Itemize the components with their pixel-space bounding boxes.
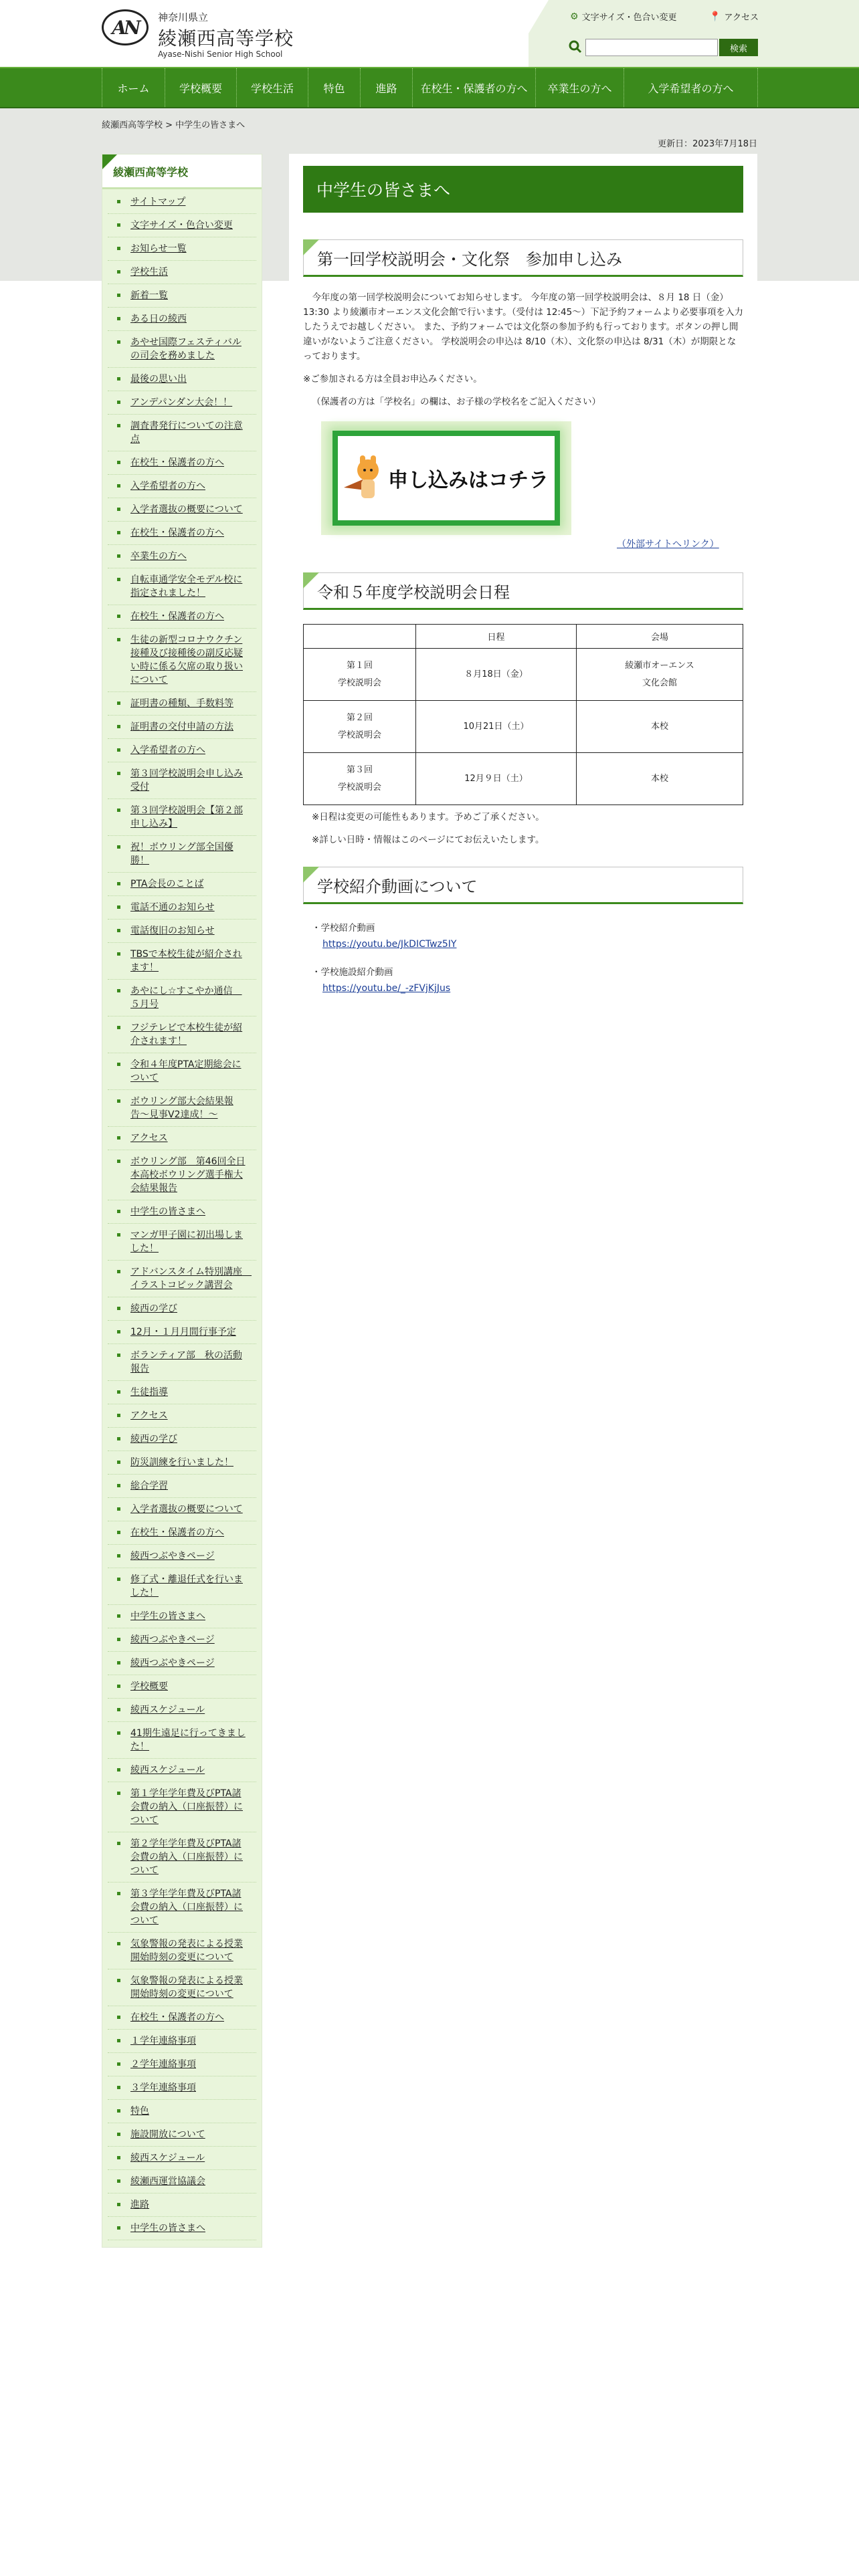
sidebar-item-label: ボランティア部 秋の活動報告 [130,1350,242,1374]
sidebar-item[interactable] [108,522,256,545]
sidebar-item[interactable] [108,1016,256,1053]
sidebar-item[interactable] [108,261,256,284]
sidebar-item-label: 新着一覧 [130,290,168,301]
gear-icon: ⚙ [570,11,579,22]
header-decoration-slash [508,0,549,67]
sidebar-item[interactable] [108,1722,256,1759]
sidebar-item[interactable] [108,1699,256,1722]
sidebar-item[interactable] [108,762,256,799]
sidebar-item-label: 学校概要 [130,1681,168,1692]
sidebar-item-label: あやにし☆すこやか通信 ５月号 [130,986,242,1010]
access-label: アクセス [724,13,759,23]
sidebar-item[interactable] [108,1451,256,1475]
sidebar-item[interactable] [108,475,256,498]
sidebar-item[interactable] [108,1498,256,1521]
schedule-note-1: ※日程は変更の可能性もあります。予めご了承ください。 [312,812,545,823]
sidebar-item[interactable] [108,214,256,237]
sidebar-item-label: １学年連絡事項 [130,2036,196,2046]
sidebar-item-label: 綾西スケジュール [130,1705,205,1715]
school-logo[interactable] [102,9,149,45]
sidebar-item[interactable] [108,2147,256,2170]
sidebar-item[interactable] [108,2053,256,2076]
sidebar-item[interactable] [108,1782,256,1832]
sidebar-item[interactable] [108,1150,256,1200]
sidebar-item[interactable] [108,498,256,522]
sidebar-item[interactable] [108,2123,256,2147]
sidebar-item[interactable] [108,2100,256,2123]
sidebar-item-label: 綾西つぶやきページ [130,1658,215,1669]
sidebar-item-label: 第３回学校説明会申し込み受付 [130,768,243,792]
sidebar-item[interactable] [108,629,256,692]
sidebar-item[interactable] [108,1404,256,1428]
briefing-body: 今年度の第一回学校説明会についてお知らせします。 今年度の第一回学校説明会は、８月 18 日（金）13:30 より綾瀬市オーエンス文化会館で行います。（受付は 12:45〜）下記予約フォームより必要事項を入力したうえでお越しください。 また、予約フォームでは文化祭の参加予約も行っております。ボタンの押し間違いがないようご注意ください。 学校説明会の申込は 8/10（木）、文化祭の申込は 8/31（木）が期限となっております。 [303,292,743,362]
table-row [304,753,743,805]
sidebar-item[interactable] [108,1475,256,1498]
sidebar-item[interactable] [108,1675,256,1699]
sidebar-item-label: 入学希望者の方へ [130,745,205,756]
event-venue-cell: 綾瀬市オーエンス 文化会館 [577,649,743,701]
sidebar-item[interactable] [108,191,256,214]
sidebar-item-label: 入学者選抜の概要について [130,504,243,515]
sidebar-title[interactable] [102,154,262,189]
sidebar-item[interactable] [108,1261,256,1297]
apply-banner[interactable] [321,421,571,535]
sidebar-item[interactable] [108,391,256,415]
sidebar-item-label: 綾西つぶやきページ [130,1634,215,1645]
sidebar-list [102,189,262,2247]
sidebar-item-label: 在校生・保護者の方へ [130,528,224,538]
sidebar-item[interactable] [108,2076,256,2100]
sidebar-item[interactable] [108,1759,256,1782]
sidebar-item[interactable] [108,1321,256,1344]
sidebar-item-label: アンデパンダン大会！！ [130,397,233,408]
sidebar-item-label: 祝！ボウリング部全国優勝！ [130,842,233,866]
search-icon [569,40,582,53]
sidebar-item[interactable] [108,2030,256,2053]
sidebar-item[interactable] [108,1127,256,1150]
logo-mark: AN [112,16,138,39]
schedule-note-2: ※詳しい日時・情報はこのページにてお伝えいたします。 [312,835,545,845]
sidebar-item-label: 気象警報の発表による授業開始時刻の変更について [130,1939,243,1963]
event-date-cell: 10月21日（土） [416,701,577,753]
sidebar-item-label: 入学者選抜の概要について [130,1504,243,1515]
sidebar-item-label: 施設開放について [130,2129,205,2140]
sidebar-item[interactable] [108,1344,256,1381]
event-name-cell: 第３回 学校説明会 [304,753,416,805]
sidebar-item-label: 在校生・保護者の方へ [130,2012,224,2023]
sidebar [102,154,262,2248]
sidebar-item[interactable] [108,368,256,391]
nav-item-school-life[interactable]: 学校生活 [237,68,308,107]
mascot-pencil-icon [344,453,384,504]
sidebar-item-label: 41期生遠足に行ってきました！ [130,1728,246,1752]
sidebar-item[interactable] [108,2170,256,2193]
sidebar-item-label: 証明書の種類、手数料等 [130,698,233,709]
sidebar-item[interactable] [108,1568,256,1605]
sidebar-item-label: ボウリング部大会結果報告〜見事V2達成！〜 [130,1096,233,1120]
sidebar-item[interactable] [108,1832,256,1883]
sidebar-item-label: 中学生の皆さまへ [130,2223,205,2234]
sidebar-item-label: アクセス [130,1133,168,1144]
event-name-cell: 第２回 学校説明会 [304,701,416,753]
sidebar-item-label: 生徒指導 [130,1387,168,1398]
school-prefecture: 神奈川県立 [158,11,209,23]
sidebar-item[interactable] [108,1053,256,1090]
sidebar-item-label: 卒業生の方へ [130,551,187,562]
sidebar-item-label: 調査書発行についての注意点 [130,421,243,445]
section-heading-briefing: 第一回学校説明会・文化祭 参加申し込み [303,239,743,277]
updated-date: 更新日：2023年7月18日 [658,139,757,149]
nav-item-overview[interactable]: 学校概要 [165,68,237,107]
video-link-facilities[interactable]: https://youtu.be/_-zFVjKjJus [322,983,451,994]
sidebar-item-label: 気象警報の発表による授業開始時刻の変更について [130,1975,243,2000]
sidebar-item[interactable] [108,451,256,475]
event-date-cell: ８月18日（金） [416,649,577,701]
map-pin-icon: 📍 [709,11,721,22]
sidebar-item-label: 自転車通学安全モデル校に指定されました！ [130,574,243,599]
sidebar-item-label: 中学生の皆さまへ [130,1611,205,1622]
sidebar-item-label: 文字サイズ・色合い変更 [130,220,233,231]
nav-item-career[interactable]: 進路 [361,68,413,107]
sidebar-item[interactable] [108,1605,256,1628]
access-link[interactable] [709,10,759,23]
sidebar-item[interactable] [108,1381,256,1404]
school-name[interactable]: 綾瀬西高等学校 [158,27,294,49]
sidebar-item[interactable] [108,545,256,568]
sidebar-item[interactable] [108,2217,256,2240]
video-label-school: ・学校紹介動画 [312,923,375,934]
apply-banner-text: 申し込みはコチラ [388,469,549,492]
event-date-cell: 12月９日（土） [416,753,577,805]
sidebar-item-label: 第３学年学年費及びPTA諸会費の納入（口座振替）について [130,1889,243,1926]
school-name-en: Ayase-Nishi Senior High School [158,49,283,59]
event-venue-cell: 本校 [577,753,743,805]
sidebar-item-label: アドバンスタイム特別講座 イラストコピック講習会 [130,1267,252,1291]
sidebar-item[interactable] [108,896,256,920]
sidebar-item[interactable] [108,920,256,943]
sidebar-item[interactable] [108,980,256,1016]
sidebar-item-label: 12月・１月月間行事予定 [130,1327,236,1337]
text-size-label: 文字サイズ・色合い変更 [581,13,677,23]
briefing-note-2: （保護者の方は「学校名」の欄は、お子様の学校名をご記入ください） [312,397,601,407]
sidebar-item-label: 最後の思い出 [130,374,187,385]
sidebar-item[interactable] [108,2193,256,2217]
global-nav [0,67,859,108]
sidebar-item[interactable] [108,1224,256,1261]
sidebar-item-label: 証明書の交付申請の方法 [130,722,233,732]
sidebar-item[interactable] [108,1521,256,1545]
sidebar-item[interactable] [108,799,256,836]
table-header-cell: 会場 [577,625,743,649]
sidebar-item-label: 電話復旧のお知らせ [130,926,215,936]
sidebar-item[interactable] [108,237,256,261]
table-header-cell: 日程 [416,625,577,649]
sidebar-item-label: ある日の綾西 [130,314,187,324]
sidebar-item[interactable] [108,1933,256,1969]
section-heading-video: 学校紹介動画について [303,867,743,904]
external-site-link[interactable]: （外部サイトへリンク） [617,539,719,550]
sidebar-item-label: 令和４年度PTA定期総会について [130,1059,242,1083]
sidebar-item-label: アクセス [130,1410,168,1421]
sidebar-item[interactable] [108,2006,256,2030]
sidebar-item-label: 第３回学校説明会【第２部申し込み】 [130,805,243,829]
sidebar-item-label: 在校生・保護者の方へ [130,611,224,622]
sidebar-item[interactable] [108,1652,256,1675]
sidebar-item[interactable] [108,415,256,451]
table-header-row [304,625,743,649]
nav-item-applicants[interactable]: 入学希望者の方へ [624,68,758,107]
table-row [304,701,743,753]
search-button[interactable]: 検索 [719,39,758,56]
sidebar-item[interactable] [108,284,256,308]
sidebar-item[interactable] [108,1545,256,1568]
sidebar-item-label: 総合学習 [130,1481,168,1491]
sidebar-item[interactable] [108,1090,256,1127]
sidebar-item-label: 綾瀬西運営協議会 [130,2176,205,2187]
sidebar-item-label: 学校生活 [130,267,168,278]
sidebar-item[interactable] [108,716,256,739]
sidebar-item[interactable] [108,943,256,980]
sidebar-item-label: 在校生・保護者の方へ [130,1527,224,1538]
search-input[interactable] [585,39,718,56]
page-title: 中学生の皆さまへ [303,166,743,213]
sidebar-item-label: 特色 [130,2106,149,2117]
sidebar-item[interactable] [108,331,256,368]
schedule-table [303,624,743,805]
sidebar-item[interactable] [108,1883,256,1933]
text-size-link[interactable] [570,10,677,23]
sidebar-item[interactable] [108,1297,256,1321]
sidebar-item-label: マンガ甲子園に初出場しました！ [130,1230,243,1254]
nav-item-students-parents[interactable]: 在校生・保護者の方へ [413,68,536,107]
sidebar-item-label: 中学生の皆さまへ [130,1206,205,1217]
nav-item-graduates[interactable]: 卒業生の方へ [536,68,624,107]
event-venue-cell: 本校 [577,701,743,753]
sidebar-item-label: 第１学年学年費及びPTA諸会費の納入（口座振替）について [130,1788,243,1826]
site-header [0,0,859,67]
sidebar-item-label: PTA会長のことば [130,879,204,889]
sidebar-item[interactable] [108,692,256,716]
sidebar-item[interactable] [108,873,256,896]
sidebar-title-text: 綾瀬西高等学校 [113,166,189,179]
sidebar-item-label: ３学年連絡事項 [130,2082,196,2093]
sidebar-item-label: ボウリング部 第46回全日本高校ボウリング選手権大会結果報告 [130,1156,246,1194]
sidebar-item-label: 綾西スケジュール [130,1765,205,1776]
event-name-cell: 第１回 学校説明会 [304,649,416,701]
section-heading-schedule: 令和５年度学校説明会日程 [303,572,743,610]
sidebar-item[interactable] [108,568,256,605]
sidebar-item-label: 第２学年学年費及びPTA諸会費の納入（口座振替）について [130,1838,243,1876]
sidebar-item[interactable] [108,1428,256,1451]
sidebar-item-label: 進路 [130,2199,149,2210]
sidebar-item-label: 入学希望者の方へ [130,481,205,492]
sidebar-item[interactable] [108,1200,256,1224]
sidebar-item[interactable] [108,739,256,762]
nav-item-home[interactable]: ホーム [102,68,165,107]
sidebar-item-label: 綾西つぶやきページ [130,1551,215,1562]
main-content [289,154,757,1090]
sidebar-item[interactable] [108,308,256,331]
sidebar-item-label: 電話不通のお知らせ [130,902,215,913]
sidebar-item[interactable] [108,1969,256,2006]
sidebar-item-label: 修了式・離退任式を行いました！ [130,1574,243,1598]
briefing-note-1: ※ご参加される方は全員お申込みください。 [303,374,482,385]
sidebar-item-label: お知らせ一覧 [130,243,187,254]
breadcrumb[interactable]: 綾瀬西高等学校 > 中学生の皆さまへ [102,120,246,130]
sidebar-item-label: 綾西の学び [130,1434,177,1444]
nav-item-features[interactable]: 特色 [308,68,361,107]
table-header-cell [304,625,416,649]
sidebar-item[interactable] [108,1628,256,1652]
sidebar-item-label: 綾西の学び [130,1303,177,1314]
sidebar-item-label: あやせ国際フェスティバルの司会を務めました [130,337,242,361]
sidebar-item-label: フジテレビで本校生徒が紹介されます！ [130,1023,243,1047]
sidebar-item-label: 防災訓練を行いました！ [130,1457,233,1468]
video-label-facilities: ・学校施設紹介動画 [312,967,393,978]
sidebar-item-label: 生徒の新型コロナウクチン接種及び接種後の副反応疑い時に係る欠席の取り扱いについて [130,635,243,685]
table-row [304,649,743,701]
sidebar-item-label: TBSで本校生徒が紹介されます！ [130,949,242,973]
sidebar-item[interactable] [108,836,256,873]
apply-banner-frame [332,431,560,526]
sidebar-item-label: サイトマップ [130,197,186,207]
sidebar-item-label: ２学年連絡事項 [130,2059,196,2070]
sidebar-item-label: 在校生・保護者の方へ [130,457,224,468]
video-link-school[interactable]: https://youtu.be/JkDICTwz5IY [322,939,457,950]
sidebar-item[interactable] [108,605,256,629]
sidebar-item-label: 綾西スケジュール [130,2153,205,2163]
